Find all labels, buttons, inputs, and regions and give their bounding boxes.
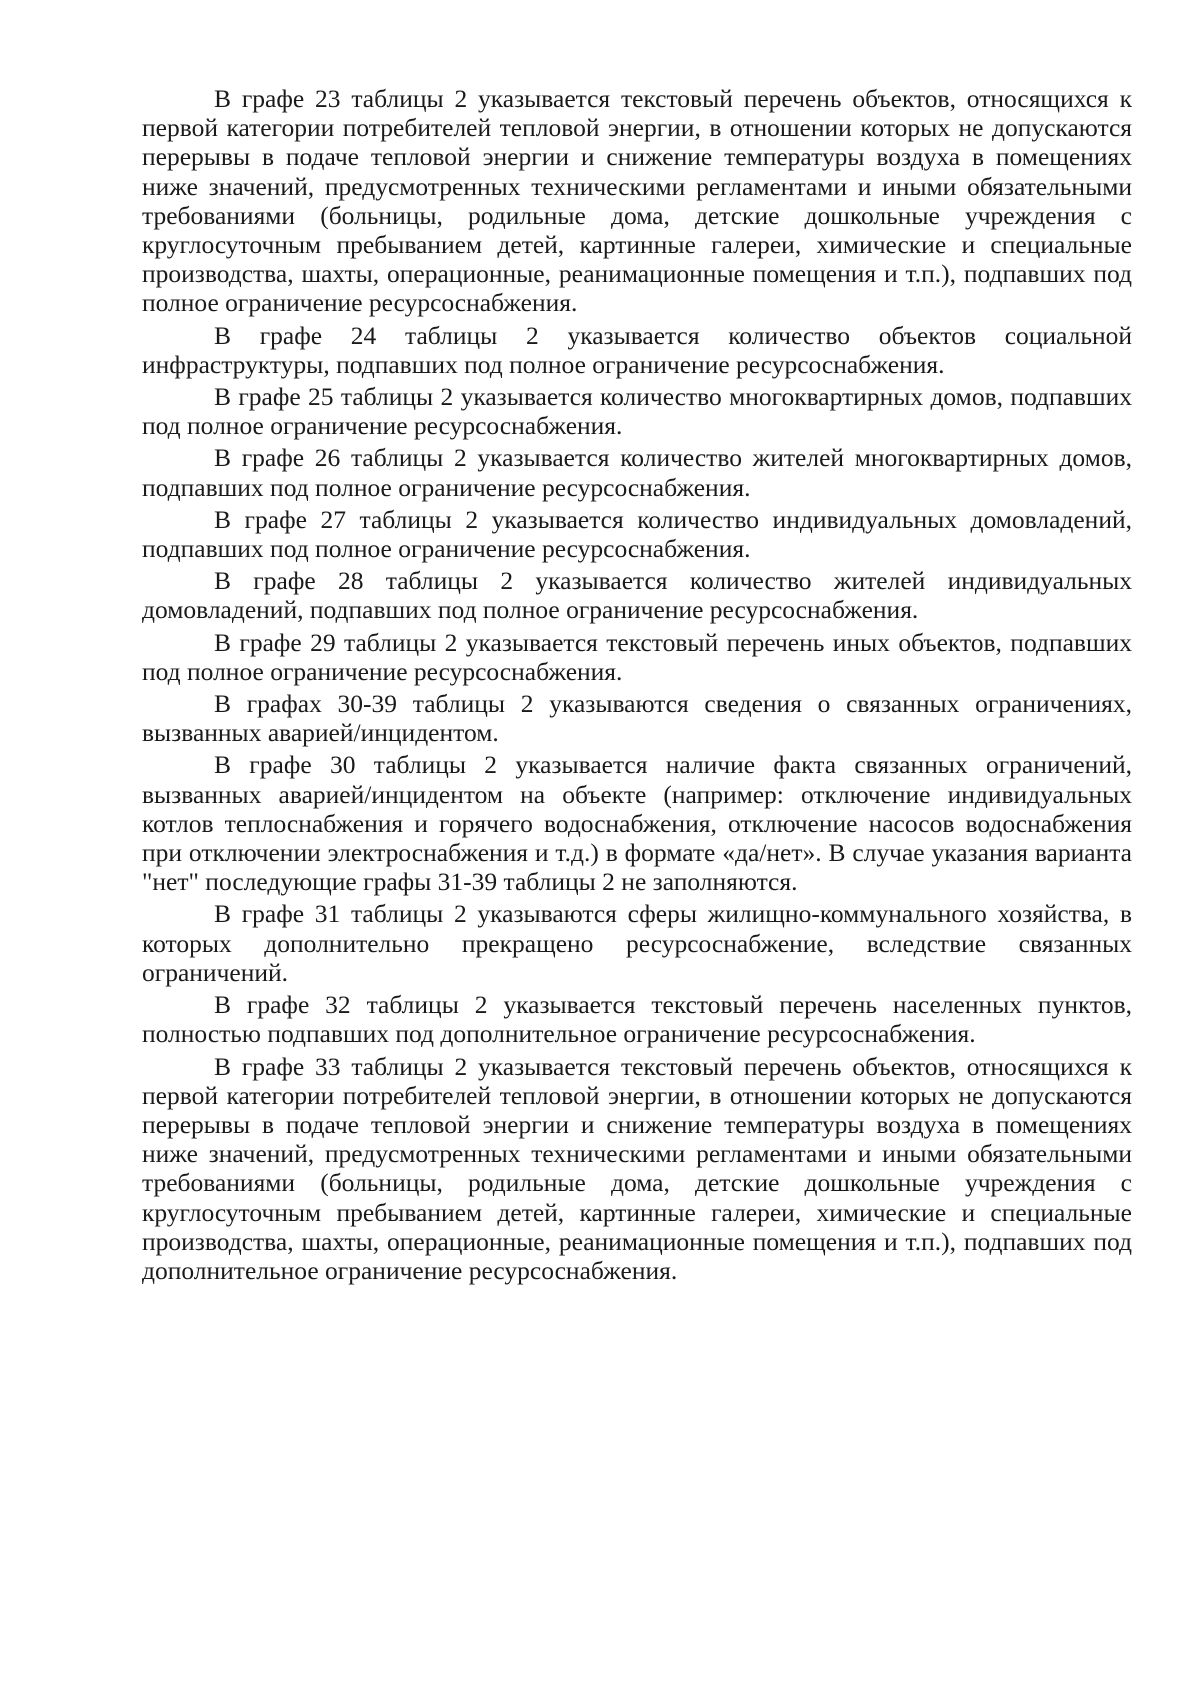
paragraph-graphs-30-39: В графах 30-39 таблицы 2 указываются сведения о связанных ограничениях, вызванных аварией/инцидентом. [142, 689, 1132, 748]
paragraph-graph-26: В графе 26 таблицы 2 указывается количество жителей многоквартирных домов, подпавших под полное ограничение ресурсоснабжения. [142, 443, 1132, 502]
paragraph-graph-31: В графе 31 таблицы 2 указываются сферы жилищно-коммунального хозяйства, в которых дополнительно прекращено ресурсоснабжение, вследствие связанных ограничений. [142, 899, 1132, 987]
paragraph-graph-32: В графе 32 таблицы 2 указывается текстовый перечень населенных пунктов, полностью подпавших под дополнительное ограничение ресурсоснабжения. [142, 990, 1132, 1049]
paragraph-graph-29: В графе 29 таблицы 2 указывается текстовый перечень иных объектов, подпавших под полное ограничение ресурсоснабжения. [142, 627, 1132, 686]
paragraph-graph-24: В графе 24 таблицы 2 указывается количество объектов социальной инфраструктуры, подпавших под полное ограничение ресурсоснабжения. [142, 320, 1132, 379]
paragraph-graph-23: В графе 23 таблицы 2 указывается текстовый перечень объектов, относящихся к первой категории потребителей тепловой энергии, в отношении которых не допускаются перерывы в подаче тепловой энергии и снижение температуры воздуха в помещениях ниже значений, предусмотренных техническими регламентами и иными обязательными требованиями (больницы, родильные дома, детские дошкольные учреждения с круглосуточным пребыванием детей, картинные галереи, химические и специальные производства, шахты, операционные, реанимационные помещения и т.п.), подпавших под полное ограничение ресурсоснабжения. [142, 84, 1132, 318]
paragraph-graph-33: В графе 33 таблицы 2 указывается текстовый перечень объектов, относящихся к первой категории потребителей тепловой энергии, в отношении которых не допускаются перерывы в подаче тепловой энергии и снижение температуры воздуха в помещениях ниже значений, предусмотренных техническими регламентами и иными обязательными требованиями (больницы, родильные дома, детские дошкольные учреждения с круглосуточным пребыванием детей, картинные галереи, химические и специальные производства, шахты, операционные, реанимационные помещения и т.п.), подпавших под дополнительное ограничение ресурсоснабжения. [142, 1051, 1132, 1285]
paragraph-graph-25: В графе 25 таблицы 2 указывается количество многоквартирных домов, подпавших под полное ограничение ресурсоснабжения. [142, 382, 1132, 441]
document-body [142, 84, 1132, 1288]
paragraph-graph-28: В графе 28 таблицы 2 указывается количество жителей индивидуальных домовладений, подпавших под полное ограничение ресурсоснабжения. [142, 566, 1132, 625]
paragraph-graph-27: В графе 27 таблицы 2 указывается количество индивидуальных домовладений, подпавших под полное ограничение ресурсоснабжения. [142, 504, 1132, 564]
paragraph-graph-30: В графе 30 таблицы 2 указывается наличие факта связанных ограничений, вызванных аварией/инцидентом на объекте (например: отключение индивидуальных котлов теплоснабжения и горячего водоснабжения, отключение насосов водоснабжения при отключении электроснабжения и т.д.) в формате «да/нет». В случае указания варианта "нет" последующие графы 31-39 таблицы 2 не заполняются. [142, 750, 1132, 897]
